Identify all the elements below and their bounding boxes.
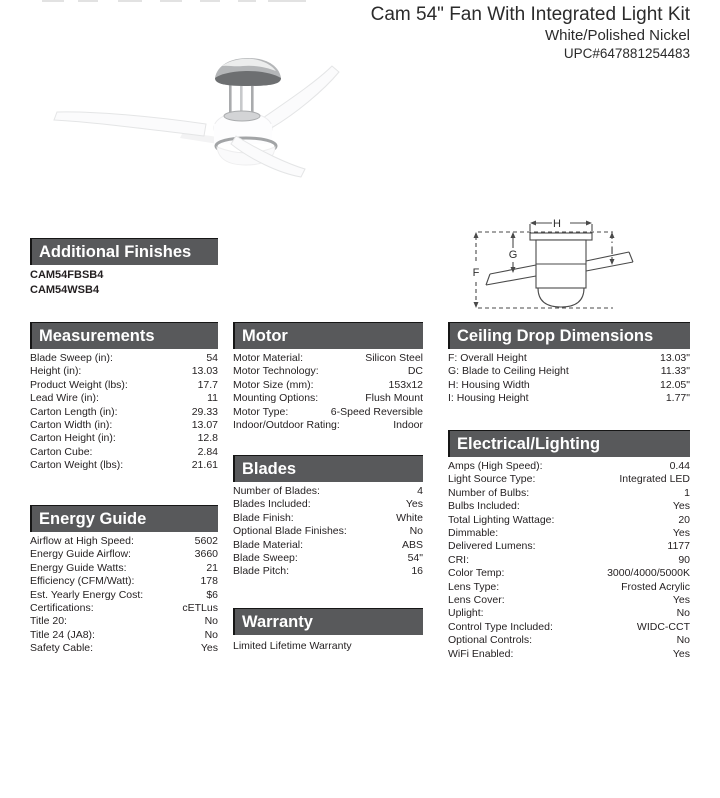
section-ceiling-drop-dimensions — [448, 322, 690, 406]
spec-value: 11.33" — [660, 365, 690, 378]
spec-row — [30, 548, 218, 561]
spec-value: 1177 — [667, 540, 690, 553]
spec-row — [233, 512, 423, 525]
spec-row — [233, 552, 423, 565]
spec-row — [448, 594, 690, 607]
spec-label: Indoor/Outdoor Rating: — [233, 419, 340, 432]
spec-label: Optional Controls: — [448, 634, 533, 647]
spec-row — [30, 392, 218, 405]
spec-label: Color Temp: — [448, 567, 505, 580]
spec-value: 3000/4000/5000K — [607, 567, 690, 580]
spec-value: 21.61 — [191, 459, 218, 472]
spec-value: 0.44 — [669, 460, 690, 472]
spec-row — [448, 473, 690, 486]
spec-label: Control Type Included: — [448, 620, 553, 633]
spec-value: 17.7 — [197, 378, 218, 391]
spec-row — [30, 642, 218, 655]
spec-row — [233, 379, 423, 392]
spec-value: cETLus — [182, 602, 218, 615]
spec-row — [233, 365, 423, 378]
electrical-rows — [448, 460, 690, 661]
spec-label: Blade Sweep (in): — [30, 352, 113, 364]
spec-row — [30, 602, 218, 615]
title-block — [371, 3, 690, 63]
spec-value: 153x12 — [388, 378, 423, 391]
spec-value: 178 — [200, 575, 218, 588]
spec-value: White — [396, 511, 423, 524]
spec-label: F: Overall Height — [448, 352, 527, 364]
spec-label: Light Source Type: — [448, 473, 536, 486]
spec-row — [233, 419, 423, 432]
spec-row — [448, 352, 690, 365]
spec-row — [233, 539, 423, 552]
spec-row — [233, 406, 423, 419]
finish-item: CAM54WSB4 — [30, 284, 100, 297]
spec-label: Lead Wire (in): — [30, 392, 99, 405]
spec-row — [30, 419, 218, 432]
upc-code: UPC#647881254483 — [563, 46, 690, 61]
diagram-label-g: G — [508, 249, 518, 261]
diagram-label-i: I — [610, 245, 614, 257]
section-warranty — [233, 608, 423, 653]
spec-row — [30, 535, 218, 548]
spec-label: Blades Included: — [233, 498, 311, 511]
spec-label: Product Weight (lbs): — [30, 378, 128, 391]
spec-row — [233, 525, 423, 538]
section-header-warranty: Warranty — [233, 608, 423, 635]
section-blades — [233, 455, 423, 579]
spec-label: Carton Length (in): — [30, 405, 118, 418]
spec-label: Total Lighting Wattage: — [448, 513, 555, 526]
spec-value: ABS — [401, 538, 423, 551]
energy-guide-rows — [30, 535, 218, 656]
spec-row — [448, 392, 690, 405]
spec-row — [448, 500, 690, 513]
section-energy-guide — [30, 505, 218, 656]
spec-label: Blade Sweep: — [233, 552, 298, 565]
spec-value: 16 — [411, 565, 423, 578]
spec-label: Blade Material: — [233, 538, 304, 551]
spec-value: 1.77" — [665, 392, 690, 405]
spec-value: 5602 — [194, 535, 218, 547]
spec-value: 21 — [206, 561, 218, 574]
ceiling-drop-rows — [448, 352, 690, 406]
spec-row — [448, 460, 690, 473]
spec-value: 12.8 — [197, 432, 218, 445]
measurements-rows — [30, 352, 218, 473]
spec-value: $6 — [206, 588, 218, 601]
spec-row — [30, 379, 218, 392]
section-header-measurements: Measurements — [30, 322, 218, 349]
spec-label: Number of Blades: — [233, 485, 320, 497]
spec-value: Yes — [405, 498, 423, 511]
spec-label: Efficiency (CFM/Watt): — [30, 575, 135, 588]
spec-label: Motor Type: — [233, 405, 289, 418]
fan-product-photo — [0, 40, 360, 230]
spec-row — [448, 379, 690, 392]
spec-label: Motor Technology: — [233, 365, 319, 378]
spec-row — [448, 554, 690, 567]
spec-value: No — [204, 628, 218, 641]
spec-row — [448, 567, 690, 580]
spec-value: 6-Speed Reversible — [330, 405, 423, 418]
spec-label: Energy Guide Airflow: — [30, 548, 131, 561]
section-header-energy-guide: Energy Guide — [30, 505, 218, 532]
spec-row — [30, 589, 218, 602]
finish-subtitle: White/Polished Nickel — [544, 27, 690, 44]
spec-label: Blade Pitch: — [233, 565, 290, 578]
spec-row — [233, 392, 423, 405]
spec-value: 90 — [678, 553, 690, 566]
spec-row — [233, 565, 423, 578]
spec-value: Flush Mount — [365, 392, 423, 405]
spec-label: CRI: — [448, 553, 469, 566]
spec-label: Lens Type: — [448, 580, 500, 593]
spec-label: Lens Cover: — [448, 594, 505, 607]
spec-row — [448, 487, 690, 500]
warranty-text: Limited Lifetime Warranty — [233, 640, 352, 652]
spec-value: 11 — [207, 392, 218, 405]
spec-value: Silicon Steel — [365, 352, 423, 364]
spec-value: 3660 — [194, 548, 218, 561]
spec-label: Motor Size (mm): — [233, 378, 314, 391]
spec-value: 12.05" — [659, 378, 690, 391]
spec-value: No — [409, 525, 423, 538]
spec-row — [30, 365, 218, 378]
spec-row — [448, 540, 690, 553]
spec-label: Motor Material: — [233, 352, 304, 364]
section-header-electrical: Electrical/Lighting — [448, 430, 690, 457]
finish-list — [30, 268, 218, 298]
motor-rows — [233, 352, 423, 432]
spec-label: Certifications: — [30, 602, 94, 615]
spec-row — [30, 352, 218, 365]
spec-value: Yes — [200, 642, 218, 655]
spec-value: 13.03" — [659, 352, 690, 364]
spec-label: Blade Finish: — [233, 511, 294, 524]
blades-rows — [233, 485, 423, 579]
spec-value: 20 — [678, 513, 690, 526]
spec-label: Title 20: — [30, 615, 67, 628]
section-additional-finishes — [30, 238, 218, 298]
spec-label: Number of Bulbs: — [448, 486, 530, 499]
spec-row — [448, 514, 690, 527]
spec-label: Uplight: — [448, 607, 484, 620]
diagram-label-h: H — [553, 218, 561, 230]
spec-row — [30, 575, 218, 588]
spec-value: 4 — [417, 485, 423, 497]
section-header-ceiling-drop: Ceiling Drop Dimensions — [448, 322, 690, 349]
spec-row — [30, 406, 218, 419]
spec-value: Integrated LED — [619, 473, 690, 486]
spec-row — [448, 607, 690, 620]
spec-label: Amps (High Speed): — [448, 460, 543, 472]
spec-label: Carton Width (in): — [30, 419, 113, 432]
spec-label: Carton Weight (lbs): — [30, 459, 124, 472]
section-measurements — [30, 322, 218, 473]
spec-row — [233, 352, 423, 365]
spec-row — [448, 621, 690, 634]
spec-label: Bulbs Included: — [448, 500, 520, 513]
page-title: Cam 54" Fan With Integrated Light Kit — [370, 4, 690, 25]
spec-value: No — [676, 634, 690, 647]
spec-label: Delivered Lumens: — [448, 540, 536, 553]
spec-value: 13.07 — [191, 419, 218, 432]
spec-label: Est. Yearly Energy Cost: — [30, 588, 144, 601]
spec-value: 54" — [407, 552, 423, 565]
spec-label: Title 24 (JA8): — [30, 628, 95, 641]
spec-row — [448, 365, 690, 378]
spec-label: Energy Guide Watts: — [30, 561, 127, 574]
spec-label: Carton Height (in): — [30, 432, 116, 445]
spec-label: Dimmable: — [448, 527, 499, 540]
spec-label: H: Housing Width — [448, 378, 530, 391]
spec-row — [448, 634, 690, 647]
spec-row — [448, 648, 690, 661]
spec-row — [30, 459, 218, 472]
spec-value: 13.03 — [191, 365, 218, 378]
spec-label: Mounting Options: — [233, 392, 319, 405]
spec-label: I: Housing Height — [448, 392, 529, 405]
spec-label: Carton Cube: — [30, 445, 93, 458]
spec-value: Frosted Acrylic — [621, 580, 690, 593]
diagram-label-f: F — [472, 267, 480, 279]
finish-item: CAM54FBSB4 — [30, 269, 104, 281]
spec-value: Yes — [672, 594, 690, 607]
ceiling-drop-diagram — [448, 198, 690, 320]
spec-row — [448, 527, 690, 540]
spec-row — [233, 498, 423, 511]
spec-label: Height (in): — [30, 365, 82, 378]
spec-value: 54 — [206, 352, 218, 364]
spec-value: Yes — [672, 500, 690, 513]
section-header-additional-finishes: Additional Finishes — [30, 238, 218, 265]
spec-label: WiFi Enabled: — [448, 647, 514, 660]
spec-label: G: Blade to Ceiling Height — [448, 365, 569, 378]
spec-row — [30, 615, 218, 628]
spec-row — [30, 629, 218, 642]
section-header-blades: Blades — [233, 455, 423, 482]
spec-value: 1 — [684, 486, 690, 499]
spec-value: Yes — [672, 647, 690, 660]
section-motor — [233, 322, 423, 432]
spec-value: 2.84 — [197, 445, 218, 458]
spec-row — [30, 432, 218, 445]
spec-value: DC — [407, 365, 423, 378]
spec-label: Airflow at High Speed: — [30, 535, 134, 547]
spec-label: Safety Cable: — [30, 642, 94, 655]
spec-row — [30, 562, 218, 575]
spec-label: Optional Blade Finishes: — [233, 525, 347, 538]
spec-value: No — [676, 607, 690, 620]
spec-value: Indoor — [393, 419, 423, 432]
section-header-motor: Motor — [233, 322, 423, 349]
spec-value: Yes — [672, 527, 690, 540]
spec-value: No — [204, 615, 218, 628]
spec-value: 29.33 — [191, 405, 218, 418]
section-electrical-lighting — [448, 430, 690, 661]
spec-row — [233, 485, 423, 498]
spec-row — [30, 446, 218, 459]
spec-row — [448, 581, 690, 594]
spec-value: WIDC-CCT — [636, 620, 690, 633]
